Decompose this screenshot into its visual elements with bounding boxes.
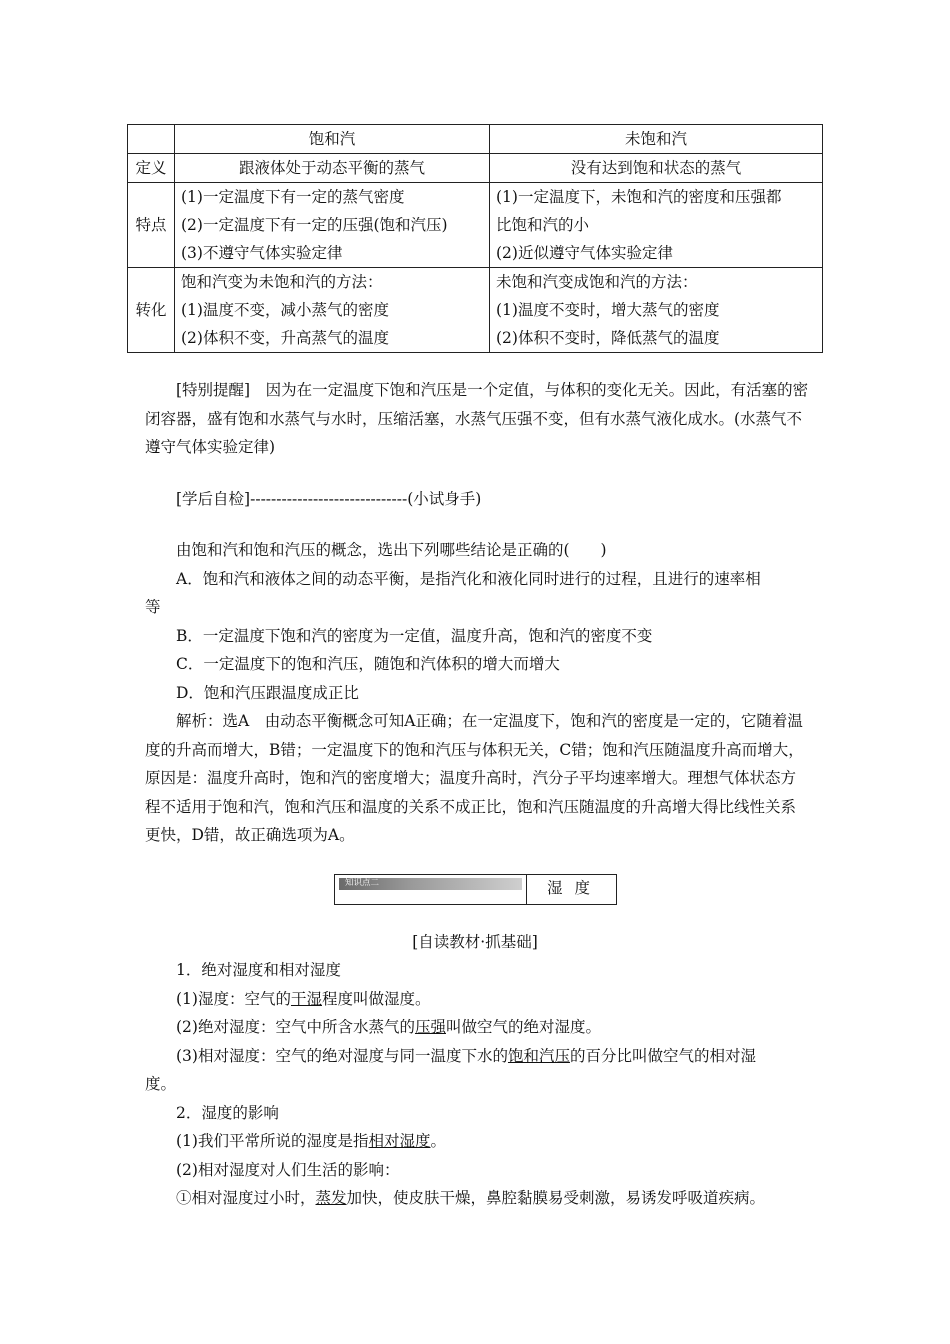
cell-line: (1)一定温度下，未饱和汽的密度和压强都 <box>496 188 782 206</box>
cell-line: (1)一定温度下有一定的蒸气密度 <box>181 188 405 206</box>
cell-line: 饱和汽变为未饱和汽的方法： <box>181 273 383 291</box>
content-block <box>145 956 810 1213</box>
text: ①相对湿度过小时， <box>176 1189 316 1207</box>
cell-line: (2)一定温度下有一定的压强(饱和汽压) <box>181 216 448 234</box>
cell-line: 未饱和汽变成饱和汽的方法： <box>496 273 698 291</box>
cell-line: (1)温度不变时，增大蒸气的密度 <box>496 301 720 319</box>
option-a: A．饱和汽和液体之间的动态平衡，是指汽化和液化同时进行的过程，且进行的速率相 <box>176 569 761 588</box>
text: 。 <box>430 1132 446 1150</box>
text: 的百分比叫做空气的相对湿 <box>569 1046 756 1065</box>
text: (3)相对湿度：空气的绝对湿度与同一温度下水的 <box>176 1046 508 1065</box>
item-relative-humidity <box>145 1042 810 1071</box>
blank-answer: 蒸发 <box>315 1189 347 1207</box>
item-influence: (2)相对湿度对人们生活的影响： <box>176 1160 400 1179</box>
question-block <box>145 536 810 850</box>
table-corner-cell <box>128 125 175 154</box>
table-cell <box>490 154 823 183</box>
tip-paragraph: [特别提醒] 因为在一定温度下饱和汽压是一个定值，与体积的变化无关。因此，有活塞的密闭容器，盛有饱和水蒸气与水时，压缩活塞，水蒸气压强不变，但有水蒸气液化成水。(水蒸气不遵守气体实验定律) <box>145 381 809 456</box>
cell-line: (2)近似遵守气体实验定律 <box>496 244 673 262</box>
knowledge-point-banner <box>334 874 617 905</box>
heading-1: 1．绝对湿度和相对湿度 <box>176 961 341 979</box>
table-cell <box>490 183 823 268</box>
tip-block <box>145 376 810 462</box>
self-check-block <box>145 485 810 514</box>
blank-answer: 相对湿度 <box>368 1132 431 1150</box>
text: (2)绝对湿度：空气中所含水蒸气的 <box>176 1018 415 1036</box>
cell-line: (1)温度不变，减小蒸气的密度 <box>181 301 389 319</box>
blank-answer: 干湿 <box>290 989 322 1008</box>
cell-line: 跟液体处于动态平衡的蒸气 <box>238 159 425 177</box>
table-cell <box>175 268 490 353</box>
option-d: D．饱和汽压跟温度成正比 <box>176 683 359 702</box>
item-humidity <box>145 985 810 1014</box>
text: 程度叫做湿度。 <box>321 989 431 1008</box>
table-cell <box>175 154 490 183</box>
option-c: C．一定温度下的饱和汽压，随饱和汽体积的增大而增大 <box>176 655 560 673</box>
row-label: 定义 <box>128 154 175 183</box>
option-a-cont: 等 <box>145 598 161 616</box>
table-row <box>128 183 823 268</box>
heading-2: 2．湿度的影响 <box>176 1103 279 1122</box>
row-label: 转化 <box>128 268 175 353</box>
table-header-row <box>128 125 823 154</box>
cell-line: (2)体积不变时，降低蒸气的温度 <box>496 329 720 347</box>
badge-label: 知识点二 <box>345 878 380 888</box>
text: (1)我们平常所说的湿度是指 <box>176 1132 369 1150</box>
section-header: [自读教材·抓基础] <box>412 933 538 951</box>
table-row <box>128 268 823 353</box>
item-relative-humidity-cont: 度。 <box>145 1075 177 1093</box>
question-stem: 由饱和汽和饱和汽压的概念，选出下列哪些结论是正确的( ) <box>176 541 607 559</box>
table-cell <box>175 183 490 268</box>
row-label: 特点 <box>128 183 175 268</box>
analysis: 解析：选A 由动态平衡概念可知A正确；在一定温度下，饱和汽的密度是一定的，它随着温度的升高而增大，B错；一定温度下的饱和汽压与体积无关，C错；饱和汽压随温度升高而增大，原因是：温度升高时，饱和汽的密度增大；温度升高时，汽分子平均速率增大。理想气体状态方程不适用于饱和汽，饱和汽压和温度的关系不成正比，饱和汽压随温度的升高增大得比线性关系更快，D错，故正确选项为A。 <box>145 712 804 844</box>
text: 叫做空气的绝对湿度。 <box>445 1018 601 1036</box>
item-absolute-humidity <box>145 1013 810 1042</box>
header-saturated: 饱和汽 <box>175 125 490 154</box>
blank-answer: 压强 <box>414 1018 446 1036</box>
knowledge-point-badge <box>339 878 522 890</box>
item-low-humidity <box>145 1184 830 1213</box>
header-unsaturated: 未饱和汽 <box>490 125 823 154</box>
comparison-table <box>127 124 823 353</box>
cell-line: (3)不遵守气体实验定律 <box>181 244 343 262</box>
self-check-heading: [学后自检]------------------------------(小试身手) <box>176 490 482 508</box>
text: (1)湿度：空气的 <box>176 989 291 1008</box>
section-title: 湿度 <box>546 879 602 897</box>
text: 加快，使皮肤干燥，鼻腔黏膜易受刺激，易诱发呼吸道疾病。 <box>346 1189 766 1207</box>
cell-line: 比饱和汽的小 <box>496 216 590 234</box>
item-common-humidity <box>145 1127 810 1156</box>
option-b: B．一定温度下饱和汽的密度为一定值，温度升高，饱和汽的密度不变 <box>176 626 653 645</box>
table-row <box>128 154 823 183</box>
table-cell <box>490 268 823 353</box>
blank-answer: 饱和汽压 <box>507 1046 570 1065</box>
cell-line: (2)体积不变，升高蒸气的温度 <box>181 329 389 347</box>
cell-line: 没有达到饱和状态的蒸气 <box>570 159 742 177</box>
